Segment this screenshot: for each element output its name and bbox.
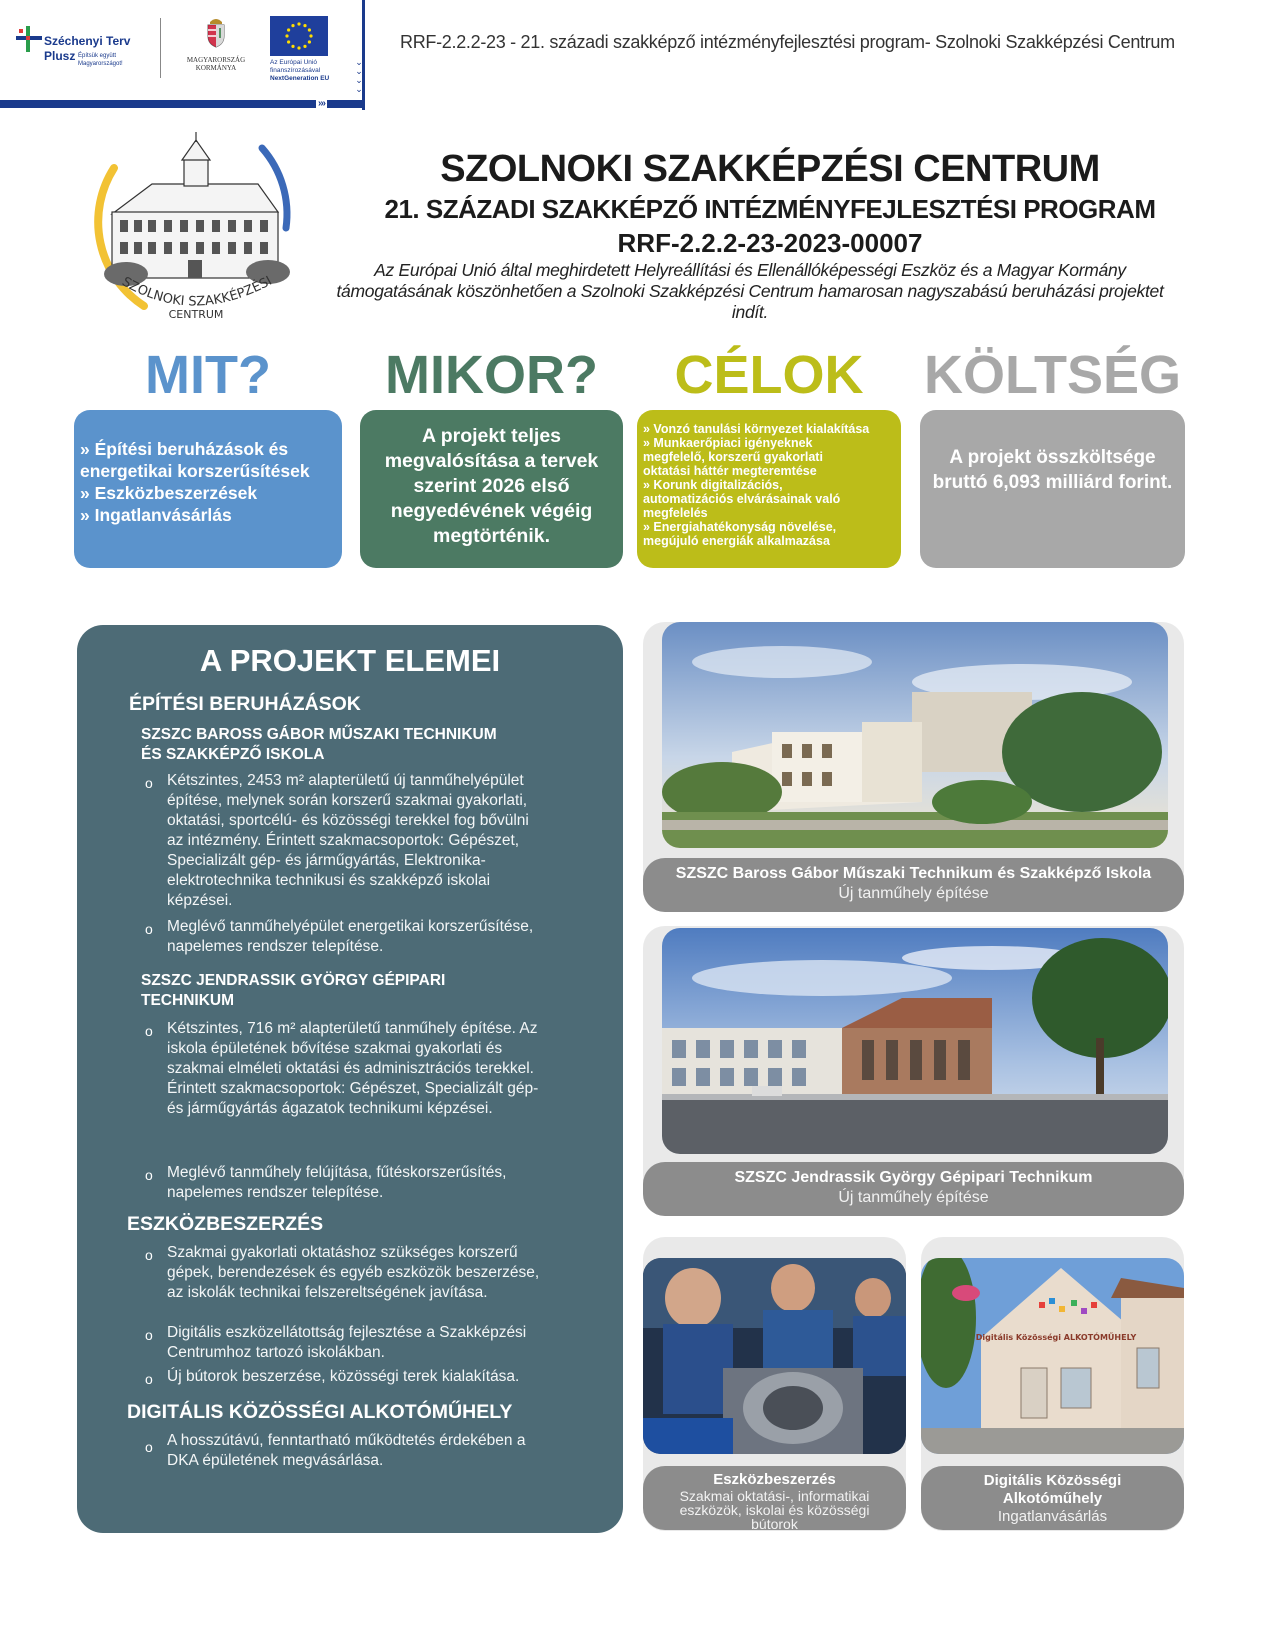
jendrassik-caption-subtitle: Új tanműhely építése bbox=[838, 1189, 989, 1206]
celok-line: megújuló energiák alkalmazása bbox=[643, 534, 830, 548]
jendrassik-heading-line: SZSZC JENDRASSIK GYÖRGY GÉPIPARI bbox=[141, 972, 446, 989]
box-mit bbox=[74, 410, 342, 568]
bullet-icon: o bbox=[145, 1371, 153, 1387]
mit-line: energetikai korszerűsítések bbox=[80, 461, 310, 481]
eszkoz-item: Digitális eszközellátottság fejlesztése a Szakképzési Centrumhoz tartozó iskolákban. bbox=[167, 1324, 527, 1361]
jendrassik-rendering-image bbox=[662, 928, 1168, 1154]
school-logo-text-centrum: CENTRUM bbox=[168, 308, 224, 321]
box-celok bbox=[637, 410, 901, 568]
eszkoz-caption-title: Eszközbeszerzés bbox=[713, 1471, 836, 1488]
dka-item: A hosszútávú, fenntartható működtetés érdekében a DKA épületének megvásárlása. bbox=[167, 1432, 526, 1469]
eszkoz-item: Szakmai gyakorlati oktatáshoz szükséges korszerű gépek, berendezések és egyéb eszközök beszerzése, az iskolák technikai felszereltségének javítása. bbox=[167, 1244, 540, 1301]
page-title: SZOLNOKI SZAKKÉPZÉSI CENTRUM bbox=[440, 148, 1100, 190]
header-blue-bar bbox=[0, 100, 365, 108]
heading-mit: MIT? bbox=[145, 345, 271, 405]
school-building-icon bbox=[104, 132, 290, 286]
heading-dka: DIGITÁLIS KÖZÖSSÉGI ALKOTÓMŰHELY bbox=[127, 1401, 513, 1423]
jendrassik-caption bbox=[643, 1162, 1184, 1216]
eu-logo bbox=[270, 16, 350, 86]
celok-line: » Energiahatékonyság növelése, bbox=[643, 520, 837, 534]
baross-caption bbox=[643, 858, 1184, 912]
eszkoz-item: Új bútorok beszerzése, közösségi terek kialakítása. bbox=[167, 1368, 520, 1385]
celok-line: » Munkaerőpiaci igényeknek bbox=[643, 436, 813, 450]
baross-item: Meglévő tanműhelyépület energetikai korszerűsítése, napelemes rendszer telepítése. bbox=[167, 918, 534, 955]
heading-mikor: MIKOR? bbox=[385, 345, 598, 405]
dka-caption-title: Digitális Közösségi Alkotóműhely bbox=[983, 1472, 1122, 1507]
workshop-photo-image bbox=[643, 1258, 906, 1454]
jendrassik-item: Meglévő tanműhely felújítása, fűtéskorszerűsítés, napelemes rendszer telepítése. bbox=[167, 1164, 507, 1201]
heading-epitesi-beruhazasok: ÉPÍTÉSI BERUHÁZÁSOK bbox=[129, 693, 361, 715]
jendrassik-heading bbox=[141, 971, 611, 1011]
bullet-icon: o bbox=[145, 1439, 153, 1455]
logo-divider bbox=[160, 18, 161, 78]
eszkoz-caption-subtitle: Szakmai oktatási-, informatikai eszközök, iskolai és közösségi bútorok bbox=[679, 1488, 870, 1532]
celok-line: megfelelő, korszerű gyakorlati bbox=[643, 450, 823, 464]
celok-line: oktatási háttér megteremtése bbox=[643, 464, 817, 478]
chevron-down-icon: ⌄ ⌄ ⌄ ⌄ bbox=[355, 57, 363, 94]
hungary-government-logo bbox=[176, 16, 256, 80]
szechenyi-line2: Plusz bbox=[44, 49, 76, 63]
school-logo bbox=[72, 128, 312, 326]
koltseg-text: A projekt összköltsége bruttó 6,093 milliárd forint. bbox=[932, 447, 1173, 493]
baross-rendering-image bbox=[662, 622, 1168, 848]
bullet-icon: o bbox=[145, 775, 153, 791]
baross-caption-title: SZSZC Baross Gábor Műszaki Technikum és Szakképző Iskola bbox=[675, 865, 1152, 882]
heading-eszkozbeszerzes: ESZKÖZBESZERZÉS bbox=[127, 1213, 324, 1235]
eu-logo-text: Az Európai Unió finanszírozásával bbox=[270, 59, 321, 74]
dka-caption bbox=[921, 1466, 1184, 1530]
dka-building-image bbox=[921, 1258, 1184, 1454]
hungary-logo-text: MAGYARORSZÁG KORMÁNYA bbox=[186, 56, 246, 72]
baross-item: Kétszintes, 2453 m² alapterületű új tanműhelyépület építése, melynek során korszerű szakmai gyakorlati, oktatási, sportcélú- és közösségi terekkel fog bővülni az intézmény. Érintett szakmacsoportok: Gépészet, Specializált gép- és járműgyártás, Elektronika-elektrotechnika technikusi és szakképző iskolai képzései. bbox=[167, 772, 529, 909]
dka-sign-text: Digitális Közösségi ALKOTÓMŰHELY bbox=[975, 1333, 1137, 1342]
project-reference: RRF-2.2.2-23-2023-00007 bbox=[617, 228, 923, 258]
heading-celok: CÉLOK bbox=[674, 345, 864, 405]
coat-of-arms-icon bbox=[205, 16, 227, 48]
mit-line: » Eszközbeszerzések bbox=[80, 483, 258, 503]
eu-nextgen-text: NextGeneration EU bbox=[270, 75, 330, 82]
jendrassik-caption-title: SZSZC Jendrassik György Gépipari Technikum bbox=[734, 1169, 1093, 1186]
mikor-text: A projekt teljes megvalósítása a tervek szerint 2026 első negyedévének végéig megtörténik. bbox=[384, 425, 599, 547]
celok-line: automatizációs elvárásainak való bbox=[643, 492, 841, 506]
program-title: 21. SZÁZADI SZAKKÉPZŐ INTÉZMÉNYFEJLESZTÉSI PROGRAM bbox=[384, 194, 1156, 224]
szechenyi-terv-logo bbox=[16, 24, 156, 76]
szechenyi-plus-icon bbox=[16, 26, 42, 52]
bullet-icon: o bbox=[145, 1167, 153, 1183]
eu-flag-icon bbox=[270, 16, 328, 56]
chevron-right-icon: ››› bbox=[318, 98, 325, 109]
eszkoz-caption bbox=[643, 1466, 906, 1530]
dka-caption-subtitle: Ingatlanvásárlás bbox=[997, 1508, 1108, 1525]
celok-line: » Korunk digitalizációs, bbox=[643, 478, 783, 492]
celok-line: » Vonzó tanulási környezet kialakítása bbox=[643, 422, 870, 436]
project-elements-panel bbox=[77, 625, 623, 1533]
baross-caption-subtitle: Új tanműhely építése bbox=[838, 885, 989, 902]
box-koltseg bbox=[920, 410, 1185, 568]
szechenyi-line1: Széchenyi Terv bbox=[44, 34, 131, 48]
bullet-icon: o bbox=[145, 1327, 153, 1343]
baross-heading-line: ÉS SZAKKÉPZŐ ISKOLA bbox=[141, 746, 325, 763]
jendrassik-heading-line: TECHNIKUM bbox=[141, 992, 234, 1009]
bullet-icon: o bbox=[145, 1023, 153, 1039]
header-reference: RRF-2.2.2-23 - 21. századi szakképző intézményfejlesztési program- Szolnoki Szakképzési Centrum bbox=[400, 32, 1175, 52]
baross-heading-line: SZSZC BAROSS GÁBOR MŰSZAKI TECHNIKUM bbox=[141, 726, 497, 743]
jendrassik-item: Kétszintes, 716 m² alapterületű tanműhely építése. Az iskola épületének bővítése szakmai gyakorlati és szakmai elméleti oktatási és adminisztrációs terekkel. Érintett szakmacsoportok: Gépészet, Specializált gép- és járműgyártás ágazatok technikumi képzései. bbox=[167, 1020, 539, 1117]
bullet-icon: o bbox=[145, 1247, 153, 1263]
heading-koltseg: KÖLTSÉG bbox=[923, 345, 1181, 405]
mit-line: » Építési beruházások és bbox=[80, 439, 289, 459]
szechenyi-tagline: Építsük együtt Magyarországot! bbox=[78, 53, 123, 67]
panel-title: A PROJEKT ELEMEI bbox=[199, 643, 501, 678]
school-logo-text: SZOLNOKI SZAKKÉPZÉSI bbox=[119, 273, 275, 310]
header-logo-strip bbox=[0, 0, 365, 110]
intro-text: Az Európai Unió által meghirdetett Helyreállítási és Ellenállóképességi Eszköz és a Magyar Kormány támogatásának köszönhetően a Szolnoki Szakképzési Centrum hamarosan nagyszabású beruházási projektet indít. bbox=[336, 260, 1164, 322]
bullet-icon: o bbox=[145, 921, 153, 937]
box-mikor bbox=[360, 410, 623, 568]
celok-line: megfelelés bbox=[643, 506, 708, 520]
baross-heading bbox=[141, 725, 611, 765]
mit-line: » Ingatlanvásárlás bbox=[80, 505, 232, 525]
